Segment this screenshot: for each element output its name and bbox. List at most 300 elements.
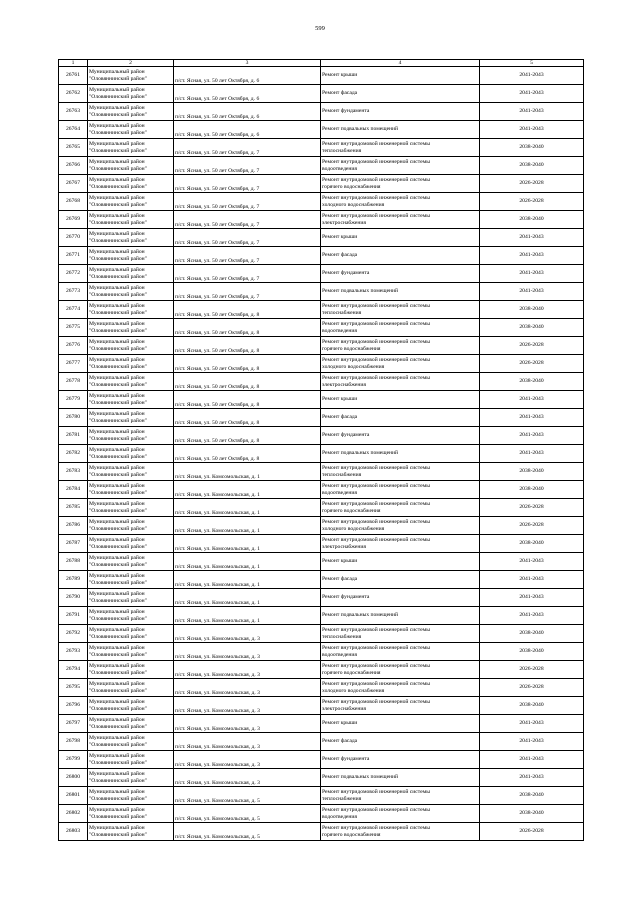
row-number-cell: 26763: [59, 103, 88, 121]
table-row: [59, 823, 584, 841]
work-type-line: Ремонт внутридомовой инженерной системы: [322, 357, 430, 364]
work-type-cell: [321, 715, 480, 733]
district-line: "Оловяннинский район": [89, 507, 147, 514]
table-row: [59, 589, 584, 607]
district-line: "Оловяннинский район": [89, 633, 147, 640]
row-number-cell: 26787: [59, 535, 88, 553]
work-type-line: теплоснабжения: [322, 633, 362, 640]
table-row: [59, 211, 584, 229]
district-cell: [88, 661, 174, 679]
district-line: "Оловяннинский район": [89, 453, 147, 460]
district-line: "Оловяннинский район": [89, 399, 147, 406]
district-line: Муниципальный район: [89, 699, 145, 706]
district-cell: [88, 805, 174, 823]
row-number-cell: 26799: [59, 751, 88, 769]
district-line: Муниципальный район: [89, 627, 145, 634]
district-line: "Оловяннинский район": [89, 651, 147, 658]
row-number-cell: 26774: [59, 301, 88, 319]
row-number-cell: 26775: [59, 319, 88, 337]
district-cell: [88, 535, 174, 553]
district-line: Муниципальный район: [89, 267, 145, 274]
work-type-cell: [321, 643, 480, 661]
row-number-cell: 26771: [59, 247, 88, 265]
address-cell: п/ст. Ясная, ул. 50 лет Октября, д. 6: [174, 121, 321, 139]
district-cell: [88, 319, 174, 337]
work-type-line: Ремонт крыши: [322, 72, 358, 79]
district-line: "Оловяннинский район": [89, 363, 147, 370]
period-cell: 2041-2043: [480, 445, 584, 463]
table-row: [59, 355, 584, 373]
address-cell: п/ст. Ясная, ул. 50 лет Октября, д. 8: [174, 427, 321, 445]
district-line: Муниципальный район: [89, 249, 145, 256]
table-row: [59, 121, 584, 139]
district-line: "Оловяннинский район": [89, 813, 147, 820]
work-type-line: Ремонт фасада: [322, 738, 358, 745]
district-cell: [88, 679, 174, 697]
district-cell: [88, 553, 174, 571]
work-type-line: Ремонт фасада: [322, 414, 358, 421]
district-line: "Оловяннинский район": [89, 201, 147, 208]
address-cell: п/ст. Ясная, ул. 50 лет Октября, д. 7: [174, 247, 321, 265]
row-number-cell: 26795: [59, 679, 88, 697]
work-type-line: горячего водоснабжения: [322, 669, 381, 676]
district-line: Муниципальный район: [89, 609, 145, 616]
column-header-3: 3: [174, 60, 321, 67]
district-line: "Оловяннинский район": [89, 579, 147, 586]
district-cell: [88, 751, 174, 769]
work-type-line: Ремонт внутридомовой инженерной системы: [322, 321, 430, 328]
district-cell: [88, 607, 174, 625]
table-row: [59, 733, 584, 751]
address-cell: п/ст. Ясная, ул. Комсомольская, д. 5: [174, 805, 321, 823]
work-type-line: Ремонт крыши: [322, 720, 358, 727]
work-type-line: Ремонт внутридомовой инженерной системы: [322, 825, 430, 832]
table-row: [59, 643, 584, 661]
table-row: [59, 247, 584, 265]
work-type-line: водоотведения: [322, 327, 357, 334]
period-cell: 2026-2028: [480, 337, 584, 355]
period-cell: 2041-2043: [480, 607, 584, 625]
work-type-cell: [321, 769, 480, 787]
address-cell: п/ст. Ясная, ул. Комсомольская, д. 3: [174, 697, 321, 715]
row-number-cell: 26776: [59, 337, 88, 355]
work-type-line: Ремонт фасада: [322, 90, 358, 97]
work-type-cell: [321, 445, 480, 463]
table-row: [59, 787, 584, 805]
address-cell: п/ст. Ясная, ул. 50 лет Октября, д. 7: [174, 229, 321, 247]
district-cell: [88, 427, 174, 445]
period-cell: 2026-2028: [480, 499, 584, 517]
column-header-1: 1: [59, 60, 88, 67]
work-type-line: Ремонт внутридомовой инженерной системы: [322, 483, 430, 490]
table-row: [59, 679, 584, 697]
district-line: Муниципальный район: [89, 87, 145, 94]
column-header-4: 4: [321, 60, 480, 67]
district-cell: [88, 391, 174, 409]
period-cell: 2041-2043: [480, 265, 584, 283]
work-type-line: теплоснабжения: [322, 795, 362, 802]
work-type-line: Ремонт внутридомовой инженерной системы: [322, 501, 430, 508]
district-line: Муниципальный район: [89, 177, 145, 184]
address-cell: п/ст. Ясная, ул. 50 лет Октября, д. 8: [174, 301, 321, 319]
work-type-line: Ремонт подвальных помещений: [322, 774, 399, 781]
district-line: "Оловяннинский район": [89, 219, 147, 226]
district-cell: [88, 445, 174, 463]
address-cell: п/ст. Ясная, ул. 50 лет Октября, д. 8: [174, 409, 321, 427]
district-line: "Оловяннинский район": [89, 795, 147, 802]
district-line: "Оловяннинский район": [89, 489, 147, 496]
district-line: Муниципальный район: [89, 411, 145, 418]
row-number-cell: 26783: [59, 463, 88, 481]
district-cell: [88, 697, 174, 715]
district-line: "Оловяннинский район": [89, 237, 147, 244]
address-cell: п/ст. Ясная, ул. 50 лет Октября, д. 7: [174, 211, 321, 229]
district-cell: [88, 175, 174, 193]
address-cell: п/ст. Ясная, ул. 50 лет Октября, д. 8: [174, 445, 321, 463]
table-row: [59, 85, 584, 103]
work-type-line: Ремонт подвальных помещений: [322, 126, 399, 133]
district-line: "Оловяннинский район": [89, 435, 147, 442]
district-cell: [88, 265, 174, 283]
period-cell: 2038-2040: [480, 787, 584, 805]
work-type-cell: [321, 355, 480, 373]
work-type-cell: [321, 805, 480, 823]
row-number-cell: 26779: [59, 391, 88, 409]
district-line: "Оловяннинский район": [89, 705, 147, 712]
district-line: Муниципальный район: [89, 807, 145, 814]
work-type-line: электроснабжения: [322, 705, 366, 712]
row-number-cell: 26801: [59, 787, 88, 805]
period-cell: 2038-2040: [480, 697, 584, 715]
district-cell: [88, 823, 174, 841]
work-type-line: Ремонт фасада: [322, 576, 358, 583]
district-line: "Оловяннинский район": [89, 597, 147, 604]
address-cell: п/ст. Ясная, ул. Комсомольская, д. 1: [174, 463, 321, 481]
work-type-line: Ремонт фундамента: [322, 594, 370, 601]
row-number-cell: 26789: [59, 571, 88, 589]
district-cell: [88, 85, 174, 103]
period-cell: 2041-2043: [480, 409, 584, 427]
district-line: "Оловяннинский район": [89, 165, 147, 172]
address-cell: п/ст. Ясная, ул. Комсомольская, д. 3: [174, 751, 321, 769]
district-line: Муниципальный район: [89, 645, 145, 652]
district-line: "Оловяннинский район": [89, 75, 147, 82]
row-number-cell: 26793: [59, 643, 88, 661]
period-cell: 2041-2043: [480, 715, 584, 733]
work-type-line: Ремонт подвальных помещений: [322, 288, 399, 295]
district-line: Муниципальный район: [89, 375, 145, 382]
work-type-line: Ремонт внутридомовой инженерной системы: [322, 807, 430, 814]
work-type-line: Ремонт внутридомовой инженерной системы: [322, 375, 430, 382]
district-line: Муниципальный район: [89, 663, 145, 670]
table-row: [59, 103, 584, 121]
period-cell: 2041-2043: [480, 391, 584, 409]
district-line: Муниципальный район: [89, 393, 145, 400]
table-row: [59, 427, 584, 445]
work-type-cell: [321, 103, 480, 121]
work-type-line: теплоснабжения: [322, 147, 362, 154]
table-row: [59, 625, 584, 643]
row-number-cell: 26797: [59, 715, 88, 733]
period-cell: 2026-2028: [480, 355, 584, 373]
district-cell: [88, 247, 174, 265]
work-type-line: Ремонт внутридомовой инженерной системы: [322, 141, 430, 148]
district-cell: [88, 355, 174, 373]
address-cell: п/ст. Ясная, ул. Комсомольская, д. 1: [174, 535, 321, 553]
work-type-cell: [321, 175, 480, 193]
address-cell: п/ст. Ясная, ул. Комсомольская, д. 5: [174, 787, 321, 805]
work-type-cell: [321, 157, 480, 175]
work-type-cell: [321, 751, 480, 769]
period-cell: 2041-2043: [480, 103, 584, 121]
district-line: Муниципальный район: [89, 591, 145, 598]
address-cell: п/ст. Ясная, ул. 50 лет Октября, д. 7: [174, 139, 321, 157]
table-row: [59, 535, 584, 553]
table-row: [59, 337, 584, 355]
column-header-5: 5: [480, 60, 584, 67]
district-line: Муниципальный район: [89, 285, 145, 292]
table-row: [59, 769, 584, 787]
work-type-line: Ремонт фундамента: [322, 432, 370, 439]
work-type-line: Ремонт внутридомовой инженерной системы: [322, 645, 430, 652]
district-line: Муниципальный район: [89, 825, 145, 832]
district-line: "Оловяннинский район": [89, 273, 147, 280]
row-number-cell: 26792: [59, 625, 88, 643]
period-cell: 2038-2040: [480, 805, 584, 823]
work-type-cell: [321, 535, 480, 553]
district-cell: [88, 481, 174, 499]
district-cell: [88, 121, 174, 139]
address-cell: п/ст. Ясная, ул. Комсомольская, д. 1: [174, 553, 321, 571]
work-type-cell: [321, 499, 480, 517]
district-line: Муниципальный район: [89, 339, 145, 346]
work-type-cell: [321, 139, 480, 157]
work-type-line: Ремонт внутридомовой инженерной системы: [322, 681, 430, 688]
work-type-line: Ремонт фундамента: [322, 756, 370, 763]
table-row: [59, 553, 584, 571]
district-line: "Оловяннинский район": [89, 831, 147, 838]
table-header: [59, 60, 584, 67]
district-cell: [88, 283, 174, 301]
work-type-cell: [321, 589, 480, 607]
period-cell: 2026-2028: [480, 517, 584, 535]
district-cell: [88, 715, 174, 733]
work-type-line: электроснабжения: [322, 543, 366, 550]
work-type-cell: [321, 517, 480, 535]
address-cell: п/ст. Ясная, ул. Комсомольская, д. 3: [174, 715, 321, 733]
table-body: [59, 67, 584, 841]
district-line: Муниципальный район: [89, 213, 145, 220]
work-type-cell: [321, 391, 480, 409]
table-row: [59, 373, 584, 391]
work-type-line: Ремонт фундамента: [322, 270, 370, 277]
address-cell: п/ст. Ясная, ул. Комсомольская, д. 3: [174, 661, 321, 679]
row-number-cell: 26768: [59, 193, 88, 211]
district-line: Муниципальный район: [89, 501, 145, 508]
row-number-cell: 26790: [59, 589, 88, 607]
work-type-cell: [321, 409, 480, 427]
work-type-cell: [321, 661, 480, 679]
table-row: [59, 175, 584, 193]
period-cell: 2041-2043: [480, 553, 584, 571]
district-line: Муниципальный район: [89, 429, 145, 436]
district-cell: [88, 211, 174, 229]
row-number-cell: 26777: [59, 355, 88, 373]
period-cell: 2041-2043: [480, 589, 584, 607]
work-type-line: Ремонт внутридомовой инженерной системы: [322, 789, 430, 796]
work-type-line: электроснабжения: [322, 381, 366, 388]
row-number-cell: 26773: [59, 283, 88, 301]
district-line: Муниципальный район: [89, 465, 145, 472]
table-row: [59, 481, 584, 499]
period-cell: 2026-2028: [480, 661, 584, 679]
work-type-line: водоотведения: [322, 813, 357, 820]
period-cell: 2038-2040: [480, 643, 584, 661]
work-type-line: водоотведения: [322, 651, 357, 658]
district-cell: [88, 625, 174, 643]
district-line: Муниципальный район: [89, 123, 145, 130]
row-number-cell: 26785: [59, 499, 88, 517]
address-cell: п/ст. Ясная, ул. Комсомольская, д. 1: [174, 607, 321, 625]
period-cell: 2041-2043: [480, 229, 584, 247]
period-cell: 2038-2040: [480, 625, 584, 643]
district-line: "Оловяннинский район": [89, 93, 147, 100]
period-cell: 2041-2043: [480, 85, 584, 103]
district-line: Муниципальный район: [89, 321, 145, 328]
period-cell: 2026-2028: [480, 175, 584, 193]
work-type-cell: [321, 373, 480, 391]
district-cell: [88, 229, 174, 247]
work-type-line: холодного водоснабжения: [322, 201, 385, 208]
address-cell: п/ст. Ясная, ул. 50 лет Октября, д. 7: [174, 283, 321, 301]
district-line: "Оловяннинский район": [89, 561, 147, 568]
row-number-cell: 26786: [59, 517, 88, 535]
address-cell: п/ст. Ясная, ул. Комсомольская, д. 1: [174, 499, 321, 517]
district-line: "Оловяннинский район": [89, 471, 147, 478]
work-type-cell: [321, 679, 480, 697]
district-line: "Оловяннинский район": [89, 183, 147, 190]
work-type-line: Ремонт крыши: [322, 234, 358, 241]
address-cell: п/ст. Ясная, ул. 50 лет Октября, д. 7: [174, 175, 321, 193]
district-line: Муниципальный район: [89, 105, 145, 112]
table-row: [59, 265, 584, 283]
work-type-cell: [321, 697, 480, 715]
district-cell: [88, 643, 174, 661]
district-line: "Оловяннинский район": [89, 327, 147, 334]
table-row: [59, 463, 584, 481]
district-line: Муниципальный район: [89, 483, 145, 490]
table-row: [59, 607, 584, 625]
page-number: 599: [315, 25, 325, 32]
work-type-line: Ремонт внутридомовой инженерной системы: [322, 627, 430, 634]
period-cell: 2026-2028: [480, 823, 584, 841]
district-line: "Оловяннинский район": [89, 759, 147, 766]
row-number-cell: 26796: [59, 697, 88, 715]
district-cell: [88, 517, 174, 535]
row-number-cell: 26769: [59, 211, 88, 229]
row-number-cell: 26772: [59, 265, 88, 283]
period-cell: 2041-2043: [480, 427, 584, 445]
district-line: "Оловяннинский район": [89, 255, 147, 262]
work-type-line: теплоснабжения: [322, 309, 362, 316]
period-cell: 2041-2043: [480, 751, 584, 769]
district-line: Муниципальный район: [89, 555, 145, 562]
district-cell: [88, 301, 174, 319]
address-cell: п/ст. Ясная, ул. Комсомольская, д. 3: [174, 625, 321, 643]
period-cell: 2041-2043: [480, 769, 584, 787]
work-type-cell: [321, 427, 480, 445]
work-type-line: Ремонт внутридомовой инженерной системы: [322, 213, 430, 220]
district-line: "Оловяннинский район": [89, 741, 147, 748]
work-type-cell: [321, 463, 480, 481]
table-row: [59, 391, 584, 409]
address-cell: п/ст. Ясная, ул. Комсомольская, д. 5: [174, 823, 321, 841]
address-cell: п/ст. Ясная, ул. Комсомольская, д. 3: [174, 643, 321, 661]
period-cell: 2041-2043: [480, 121, 584, 139]
work-type-line: электроснабжения: [322, 219, 366, 226]
header-row: [59, 60, 584, 67]
address-cell: п/ст. Ясная, ул. 50 лет Октября, д. 6: [174, 103, 321, 121]
row-number-cell: 26784: [59, 481, 88, 499]
work-type-cell: [321, 121, 480, 139]
work-type-line: Ремонт внутридомовой инженерной системы: [322, 195, 430, 202]
address-cell: п/ст. Ясная, ул. Комсомольская, д. 3: [174, 769, 321, 787]
row-number-cell: 26766: [59, 157, 88, 175]
row-number-cell: 26800: [59, 769, 88, 787]
district-line: Муниципальный район: [89, 753, 145, 760]
district-cell: [88, 67, 174, 85]
district-line: Муниципальный район: [89, 303, 145, 310]
address-cell: п/ст. Ясная, ул. Комсомольская, д. 1: [174, 481, 321, 499]
address-cell: п/ст. Ясная, ул. 50 лет Октября, д. 7: [174, 157, 321, 175]
row-number-cell: 26764: [59, 121, 88, 139]
row-number-cell: 26767: [59, 175, 88, 193]
row-number-cell: 26778: [59, 373, 88, 391]
district-cell: [88, 769, 174, 787]
district-line: Муниципальный район: [89, 735, 145, 742]
work-type-line: Ремонт внутридомовой инженерной системы: [322, 519, 430, 526]
period-cell: 2041-2043: [480, 283, 584, 301]
work-type-line: Ремонт внутридомовой инженерной системы: [322, 699, 430, 706]
work-type-cell: [321, 553, 480, 571]
district-line: "Оловяннинский район": [89, 309, 147, 316]
district-line: "Оловяннинский район": [89, 723, 147, 730]
district-line: "Оловяннинский район": [89, 543, 147, 550]
work-type-line: Ремонт внутридомовой инженерной системы: [322, 339, 430, 346]
table-row: [59, 697, 584, 715]
table-row: [59, 229, 584, 247]
district-line: Муниципальный район: [89, 519, 145, 526]
address-cell: п/ст. Ясная, ул. 50 лет Октября, д. 8: [174, 337, 321, 355]
period-cell: 2038-2040: [480, 301, 584, 319]
period-cell: 2038-2040: [480, 319, 584, 337]
district-line: "Оловяннинский район": [89, 669, 147, 676]
column-header-2: 2: [88, 60, 174, 67]
period-cell: 2038-2040: [480, 139, 584, 157]
table-row: [59, 499, 584, 517]
district-cell: [88, 589, 174, 607]
work-type-line: водоотведения: [322, 165, 357, 172]
work-type-line: Ремонт фасада: [322, 252, 358, 259]
work-type-cell: [321, 625, 480, 643]
row-number-cell: 26798: [59, 733, 88, 751]
work-type-line: Ремонт внутридомовой инженерной системы: [322, 663, 430, 670]
table-row: [59, 805, 584, 823]
period-cell: 2038-2040: [480, 211, 584, 229]
row-number-cell: 26788: [59, 553, 88, 571]
table-row: [59, 301, 584, 319]
work-type-cell: [321, 319, 480, 337]
